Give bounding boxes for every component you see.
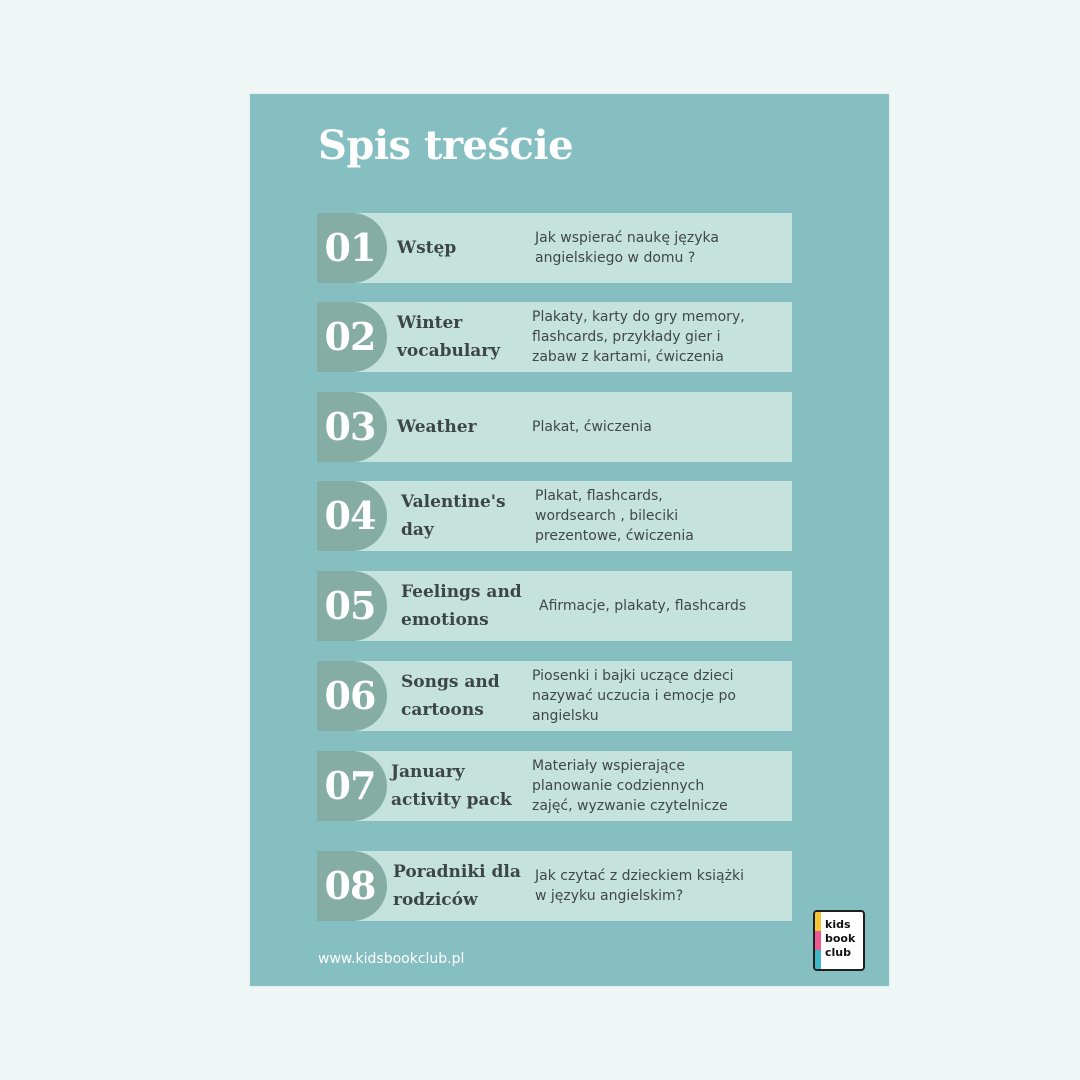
toc-title-line: rodziców <box>393 890 478 910</box>
toc-number: 02 <box>324 314 376 359</box>
toc-title-line: Valentine's <box>401 492 506 512</box>
toc-title <box>397 302 531 372</box>
toc-title <box>401 571 535 641</box>
toc-row[interactable] <box>317 751 792 821</box>
toc-title-line: activity pack <box>391 790 512 810</box>
toc-description-line: zabaw z kartami, ćwiczenia <box>532 349 724 365</box>
toc-title <box>391 751 525 821</box>
toc-number: 06 <box>324 673 376 718</box>
toc-row[interactable] <box>317 392 792 462</box>
toc-description-line: angielskiego w domu ? <box>535 250 696 266</box>
toc-title-line: vocabulary <box>397 341 501 361</box>
toc-number: 05 <box>324 583 376 628</box>
toc-title-line: Wstęp <box>397 238 457 258</box>
toc-description-line: planowanie codziennych <box>532 778 705 794</box>
toc-description-line: nazywać uczucia i emocje po <box>532 688 736 704</box>
toc-description <box>535 213 775 283</box>
toc-description <box>532 302 772 372</box>
toc-description <box>532 661 772 731</box>
toc-description-line: zajęć, wyzwanie czytelnicze <box>532 798 728 814</box>
toc-description-line: Plakaty, karty do gry memory, <box>532 309 745 325</box>
toc-description-line: Afirmacje, plakaty, flashcards <box>539 598 747 614</box>
toc-title-line: cartoons <box>401 700 484 720</box>
toc-row[interactable] <box>317 571 792 641</box>
toc-title <box>401 661 535 731</box>
logo-stripe-pink <box>815 931 821 950</box>
toc-number: 03 <box>324 404 376 449</box>
toc-row[interactable] <box>317 851 792 921</box>
logo-text-line: club <box>825 946 851 959</box>
toc-title-line: day <box>401 520 434 540</box>
toc-row[interactable] <box>317 661 792 731</box>
toc-description <box>532 751 772 821</box>
toc-description-line: angielsku <box>532 708 599 724</box>
toc-row[interactable] <box>317 302 792 372</box>
toc-description-line: prezentowe, ćwiczenia <box>535 528 694 544</box>
toc-description-line: Jak wspierać naukę języka <box>535 230 719 246</box>
toc-description-line: Plakat, flashcards, <box>535 488 663 504</box>
toc-description <box>535 481 775 551</box>
toc-description-line: wordsearch , bileciki <box>535 508 679 524</box>
toc-row[interactable] <box>317 481 792 551</box>
toc-description <box>532 392 772 462</box>
toc-title-line: Feelings and <box>401 582 522 602</box>
toc-description-line: w języku angielskim? <box>535 888 684 904</box>
kids-book-club-logo <box>813 910 865 971</box>
toc-title-line: Songs and <box>401 672 500 692</box>
toc-title <box>397 392 531 462</box>
toc-title-line: emotions <box>401 610 489 630</box>
toc-description-line: Materiały wspierające <box>532 758 685 774</box>
toc-number: 08 <box>324 863 376 908</box>
toc-title-line: Poradniki dla <box>393 862 521 882</box>
toc-title <box>401 481 535 551</box>
toc-description-line: flashcards, przykłady gier i <box>532 329 721 345</box>
toc-title <box>393 851 527 921</box>
logo-stripe-blue <box>815 950 821 971</box>
page-title: Spis treście <box>318 122 574 169</box>
toc-title-line: January <box>391 762 465 782</box>
website-url[interactable]: www.kidsbookclub.pl <box>318 951 465 967</box>
logo-stripe-yellow <box>815 912 821 931</box>
toc-title <box>397 213 531 283</box>
toc-description-line: Plakat, ćwiczenia <box>532 419 652 435</box>
toc-number: 04 <box>324 493 376 538</box>
logo-text-line: book <box>825 932 856 945</box>
toc-description <box>535 851 775 921</box>
logo-text-line: kids <box>825 918 851 931</box>
toc-title-line: Weather <box>397 417 477 437</box>
toc-number: 07 <box>324 763 376 808</box>
toc-description-line: Piosenki i bajki uczące dzieci <box>532 668 734 684</box>
toc-number: 01 <box>324 225 376 270</box>
toc-description-line: Jak czytać z dzieckiem książki <box>535 868 744 884</box>
toc-row[interactable] <box>317 213 792 283</box>
toc-page <box>250 94 889 986</box>
logo-text <box>825 918 855 960</box>
toc-title-line: Winter <box>397 313 463 333</box>
toc-description <box>539 571 779 641</box>
